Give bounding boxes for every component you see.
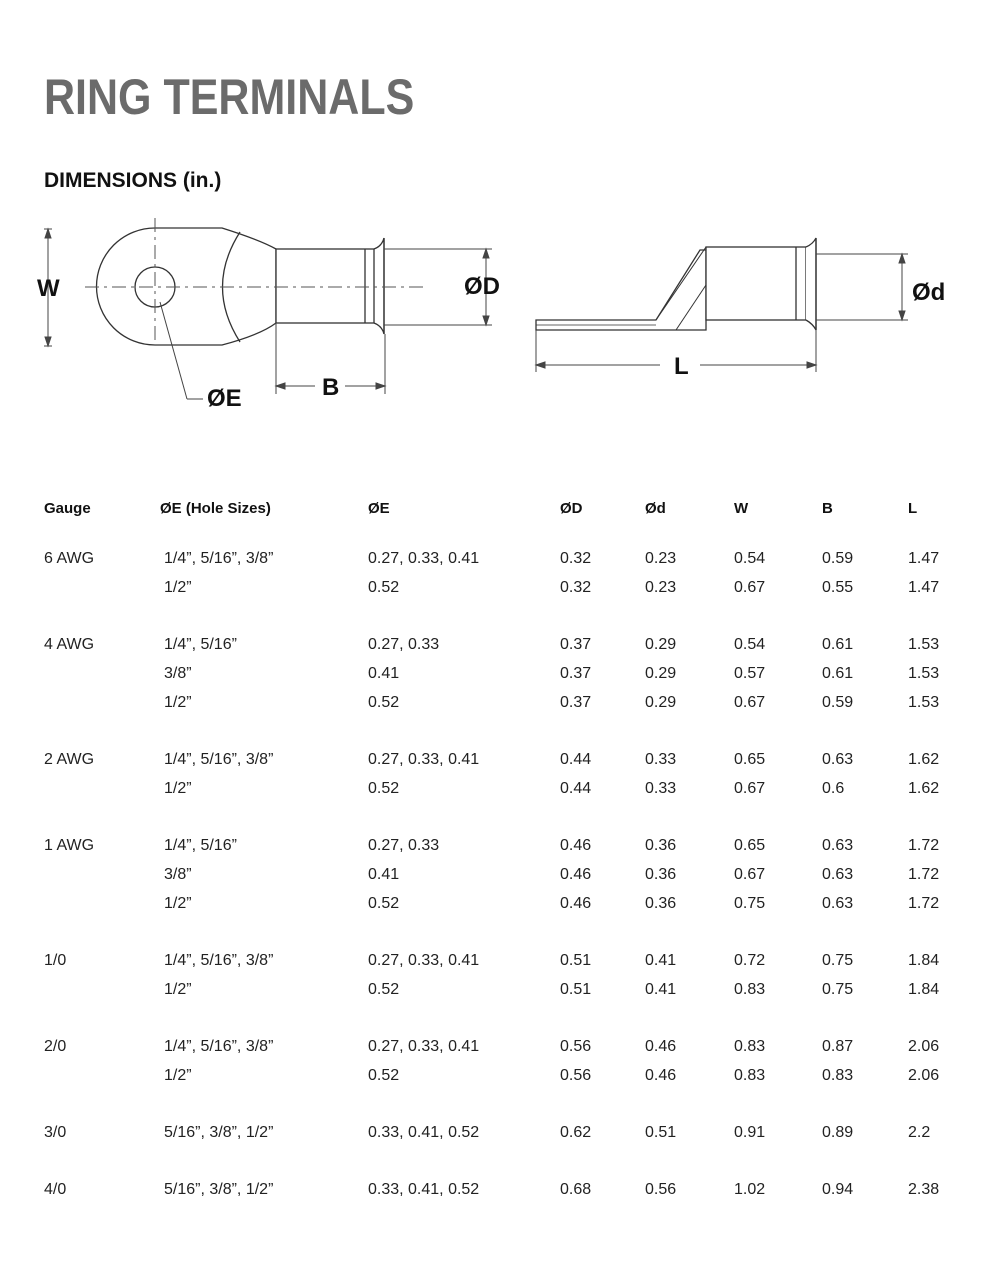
table-cell-l-value: 1.72 [908,866,940,883]
table-cell-e-value: 0.52 [368,895,400,912]
side-view-drawing [536,238,816,330]
table-cell-d-outer-value: 0.37 [560,665,592,682]
table-cell-e-value: 0.27, 0.33 [368,636,440,653]
table-cell-hole-sizes: 1/4”, 5/16”, 3/8” [164,550,274,567]
header-e: ØE [368,500,390,517]
d-inner-dimension [816,254,908,320]
table-cell-d-inner-value: 0.33 [645,751,677,768]
table-cell-b-value: 0.59 [822,694,854,711]
table-cell-e-value: 0.41 [368,665,400,682]
table-cell-d-outer-value: 0.37 [560,694,592,711]
table-cell-l-value: 1.47 [908,550,940,567]
header-l: L [908,500,918,517]
table-cell-b-value: 0.83 [822,1067,854,1084]
table-cell-l-value: 1.84 [908,952,940,969]
table-cell-hole-sizes: 1/2” [164,895,192,912]
table-cell-hole-sizes: 1/4”, 5/16”, 3/8” [164,1038,274,1055]
table-cell-d-outer-value: 0.46 [560,837,592,854]
header-b: B [822,500,833,517]
table-cell-e-value: 0.33, 0.41, 0.52 [368,1181,480,1198]
table-cell-gauge: 2 AWG [44,751,95,768]
header-gauge: Gauge [44,500,91,517]
table-cell-gauge: 1 AWG [44,837,95,854]
table-cell-w-value: 0.75 [734,895,766,912]
table-cell-d-inner-value: 0.23 [645,579,677,596]
table-cell-d-inner-value: 0.56 [645,1181,677,1198]
table-cell-w-value: 1.02 [734,1181,766,1198]
table-cell-w-value: 0.54 [734,636,766,653]
table-cell-w-value: 0.57 [734,665,766,682]
table-cell-gauge: 4 AWG [44,636,95,653]
table-cell-d-inner-value: 0.51 [645,1124,677,1141]
table-cell-d-outer-value: 0.44 [560,780,592,797]
table-cell-d-inner-value: 0.29 [645,665,677,682]
table-cell-w-value: 0.54 [734,550,766,567]
table-cell-l-value: 1.47 [908,579,940,596]
table-cell-d-outer-value: 0.51 [560,981,592,998]
table-cell-gauge: 3/0 [44,1124,67,1141]
table-cell-e-value: 0.52 [368,981,400,998]
table-cell-d-inner-value: 0.41 [645,952,677,969]
table-cell-hole-sizes: 1/2” [164,579,192,596]
table-cell-d-inner-value: 0.23 [645,550,677,567]
table-cell-l-value: 1.72 [908,895,940,912]
table-cell-e-value: 0.27, 0.33, 0.41 [368,751,480,768]
page-title: RING TERMINALS [44,69,415,125]
table-cell-hole-sizes: 1/4”, 5/16”, 3/8” [164,952,274,969]
table-cell-b-value: 0.94 [822,1181,854,1198]
table-cell-gauge: 4/0 [44,1181,67,1198]
table-cell-d-outer-value: 0.56 [560,1038,592,1055]
table-cell-e-value: 0.27, 0.33, 0.41 [368,952,480,969]
d-label: ØD [464,273,500,300]
table-cell-e-value: 0.27, 0.33, 0.41 [368,550,480,567]
table-cell-l-value: 1.84 [908,981,940,998]
table-cell-hole-sizes: 1/4”, 5/16” [164,636,237,653]
table-cell-d-inner-value: 0.46 [645,1067,677,1084]
table-cell-l-value: 2.06 [908,1038,940,1055]
table-cell-e-value: 0.27, 0.33 [368,837,440,854]
table-cell-hole-sizes: 1/2” [164,981,192,998]
table-cell-b-value: 0.87 [822,1038,854,1055]
table-cell-b-value: 0.6 [822,780,845,797]
table-cell-d-inner-value: 0.36 [645,895,677,912]
table-cell-gauge: 6 AWG [44,550,95,567]
table-cell-w-value: 0.67 [734,866,766,883]
table-cell-d-inner-value: 0.33 [645,780,677,797]
table-cell-d-outer-value: 0.46 [560,895,592,912]
table-cell-b-value: 0.63 [822,751,854,768]
table-cell-hole-sizes: 1/4”, 5/16”, 3/8” [164,751,274,768]
table-cell-e-value: 0.33, 0.41, 0.52 [368,1124,480,1141]
table-cell-e-value: 0.52 [368,579,400,596]
table-cell-hole-sizes: 1/4”, 5/16” [164,837,237,854]
table-cell-l-value: 1.62 [908,780,940,797]
table-cell-b-value: 0.55 [822,579,854,596]
table-cell-hole-sizes: 1/2” [164,780,192,797]
table-cell-d-inner-value: 0.29 [645,636,677,653]
table-cell-l-value: 2.2 [908,1124,931,1141]
table-cell-b-value: 0.63 [822,895,854,912]
table-cell-d-outer-value: 0.44 [560,751,592,768]
table-cell-e-value: 0.52 [368,780,400,797]
section-subtitle: DIMENSIONS (in.) [44,169,222,192]
table-cell-gauge: 2/0 [44,1038,67,1055]
table-cell-d-outer-value: 0.32 [560,550,592,567]
e-label: ØE [207,385,242,412]
ring-terminal-diagram [0,200,989,430]
l-label: L [674,353,689,380]
table-cell-e-value: 0.52 [368,694,400,711]
table-cell-w-value: 0.67 [734,579,766,596]
table-cell-gauge: 1/0 [44,952,67,969]
table-cell-b-value: 0.61 [822,636,854,653]
table-cell-w-value: 0.83 [734,981,766,998]
table-cell-b-value: 0.75 [822,952,854,969]
table-cell-hole-sizes: 3/8” [164,665,192,682]
table-cell-d-outer-value: 0.32 [560,579,592,596]
header-w: W [734,500,749,517]
table-cell-w-value: 0.67 [734,694,766,711]
header-hole-sizes: ØE (Hole Sizes) [160,500,271,517]
d-small-label: Ød [912,279,946,306]
table-cell-b-value: 0.63 [822,866,854,883]
table-cell-b-value: 0.75 [822,981,854,998]
table-cell-b-value: 0.61 [822,665,854,682]
header-d-inner: Ød [645,500,666,517]
table-cell-d-outer-value: 0.51 [560,952,592,969]
table-cell-l-value: 1.72 [908,837,940,854]
b-label: B [322,374,340,401]
table-cell-hole-sizes: 5/16”, 3/8”, 1/2” [164,1124,274,1141]
table-cell-w-value: 0.72 [734,952,766,969]
table-cell-d-inner-value: 0.36 [645,866,677,883]
table-cell-w-value: 0.83 [734,1067,766,1084]
table-cell-d-inner-value: 0.41 [645,981,677,998]
table-cell-e-value: 0.41 [368,866,400,883]
table-cell-hole-sizes: 5/16”, 3/8”, 1/2” [164,1181,274,1198]
table-cell-d-outer-value: 0.68 [560,1181,592,1198]
table-cell-e-value: 0.27, 0.33, 0.41 [368,1038,480,1055]
table-cell-d-inner-value: 0.46 [645,1038,677,1055]
table-cell-d-outer-value: 0.37 [560,636,592,653]
table-cell-w-value: 0.67 [734,780,766,797]
table-cell-d-inner-value: 0.36 [645,837,677,854]
table-cell-l-value: 1.62 [908,751,940,768]
table-cell-d-inner-value: 0.29 [645,694,677,711]
table-cell-w-value: 0.91 [734,1124,766,1141]
table-cell-l-value: 1.53 [908,694,940,711]
table-cell-hole-sizes: 3/8” [164,866,192,883]
header-d-outer: ØD [560,500,583,517]
table-cell-d-outer-value: 0.56 [560,1067,592,1084]
table-cell-hole-sizes: 1/2” [164,1067,192,1084]
table-cell-d-outer-value: 0.62 [560,1124,592,1141]
table-cell-hole-sizes: 1/2” [164,694,192,711]
table-cell-b-value: 0.89 [822,1124,854,1141]
table-cell-w-value: 0.65 [734,751,766,768]
table-cell-w-value: 0.83 [734,1038,766,1055]
table-cell-b-value: 0.63 [822,837,854,854]
table-cell-l-value: 2.06 [908,1067,940,1084]
table-cell-w-value: 0.65 [734,837,766,854]
table-cell-l-value: 2.38 [908,1181,940,1198]
table-cell-e-value: 0.52 [368,1067,400,1084]
table-cell-d-outer-value: 0.46 [560,866,592,883]
table-cell-l-value: 1.53 [908,636,940,653]
w-label: W [37,275,60,302]
table-cell-l-value: 1.53 [908,665,940,682]
table-cell-b-value: 0.59 [822,550,854,567]
